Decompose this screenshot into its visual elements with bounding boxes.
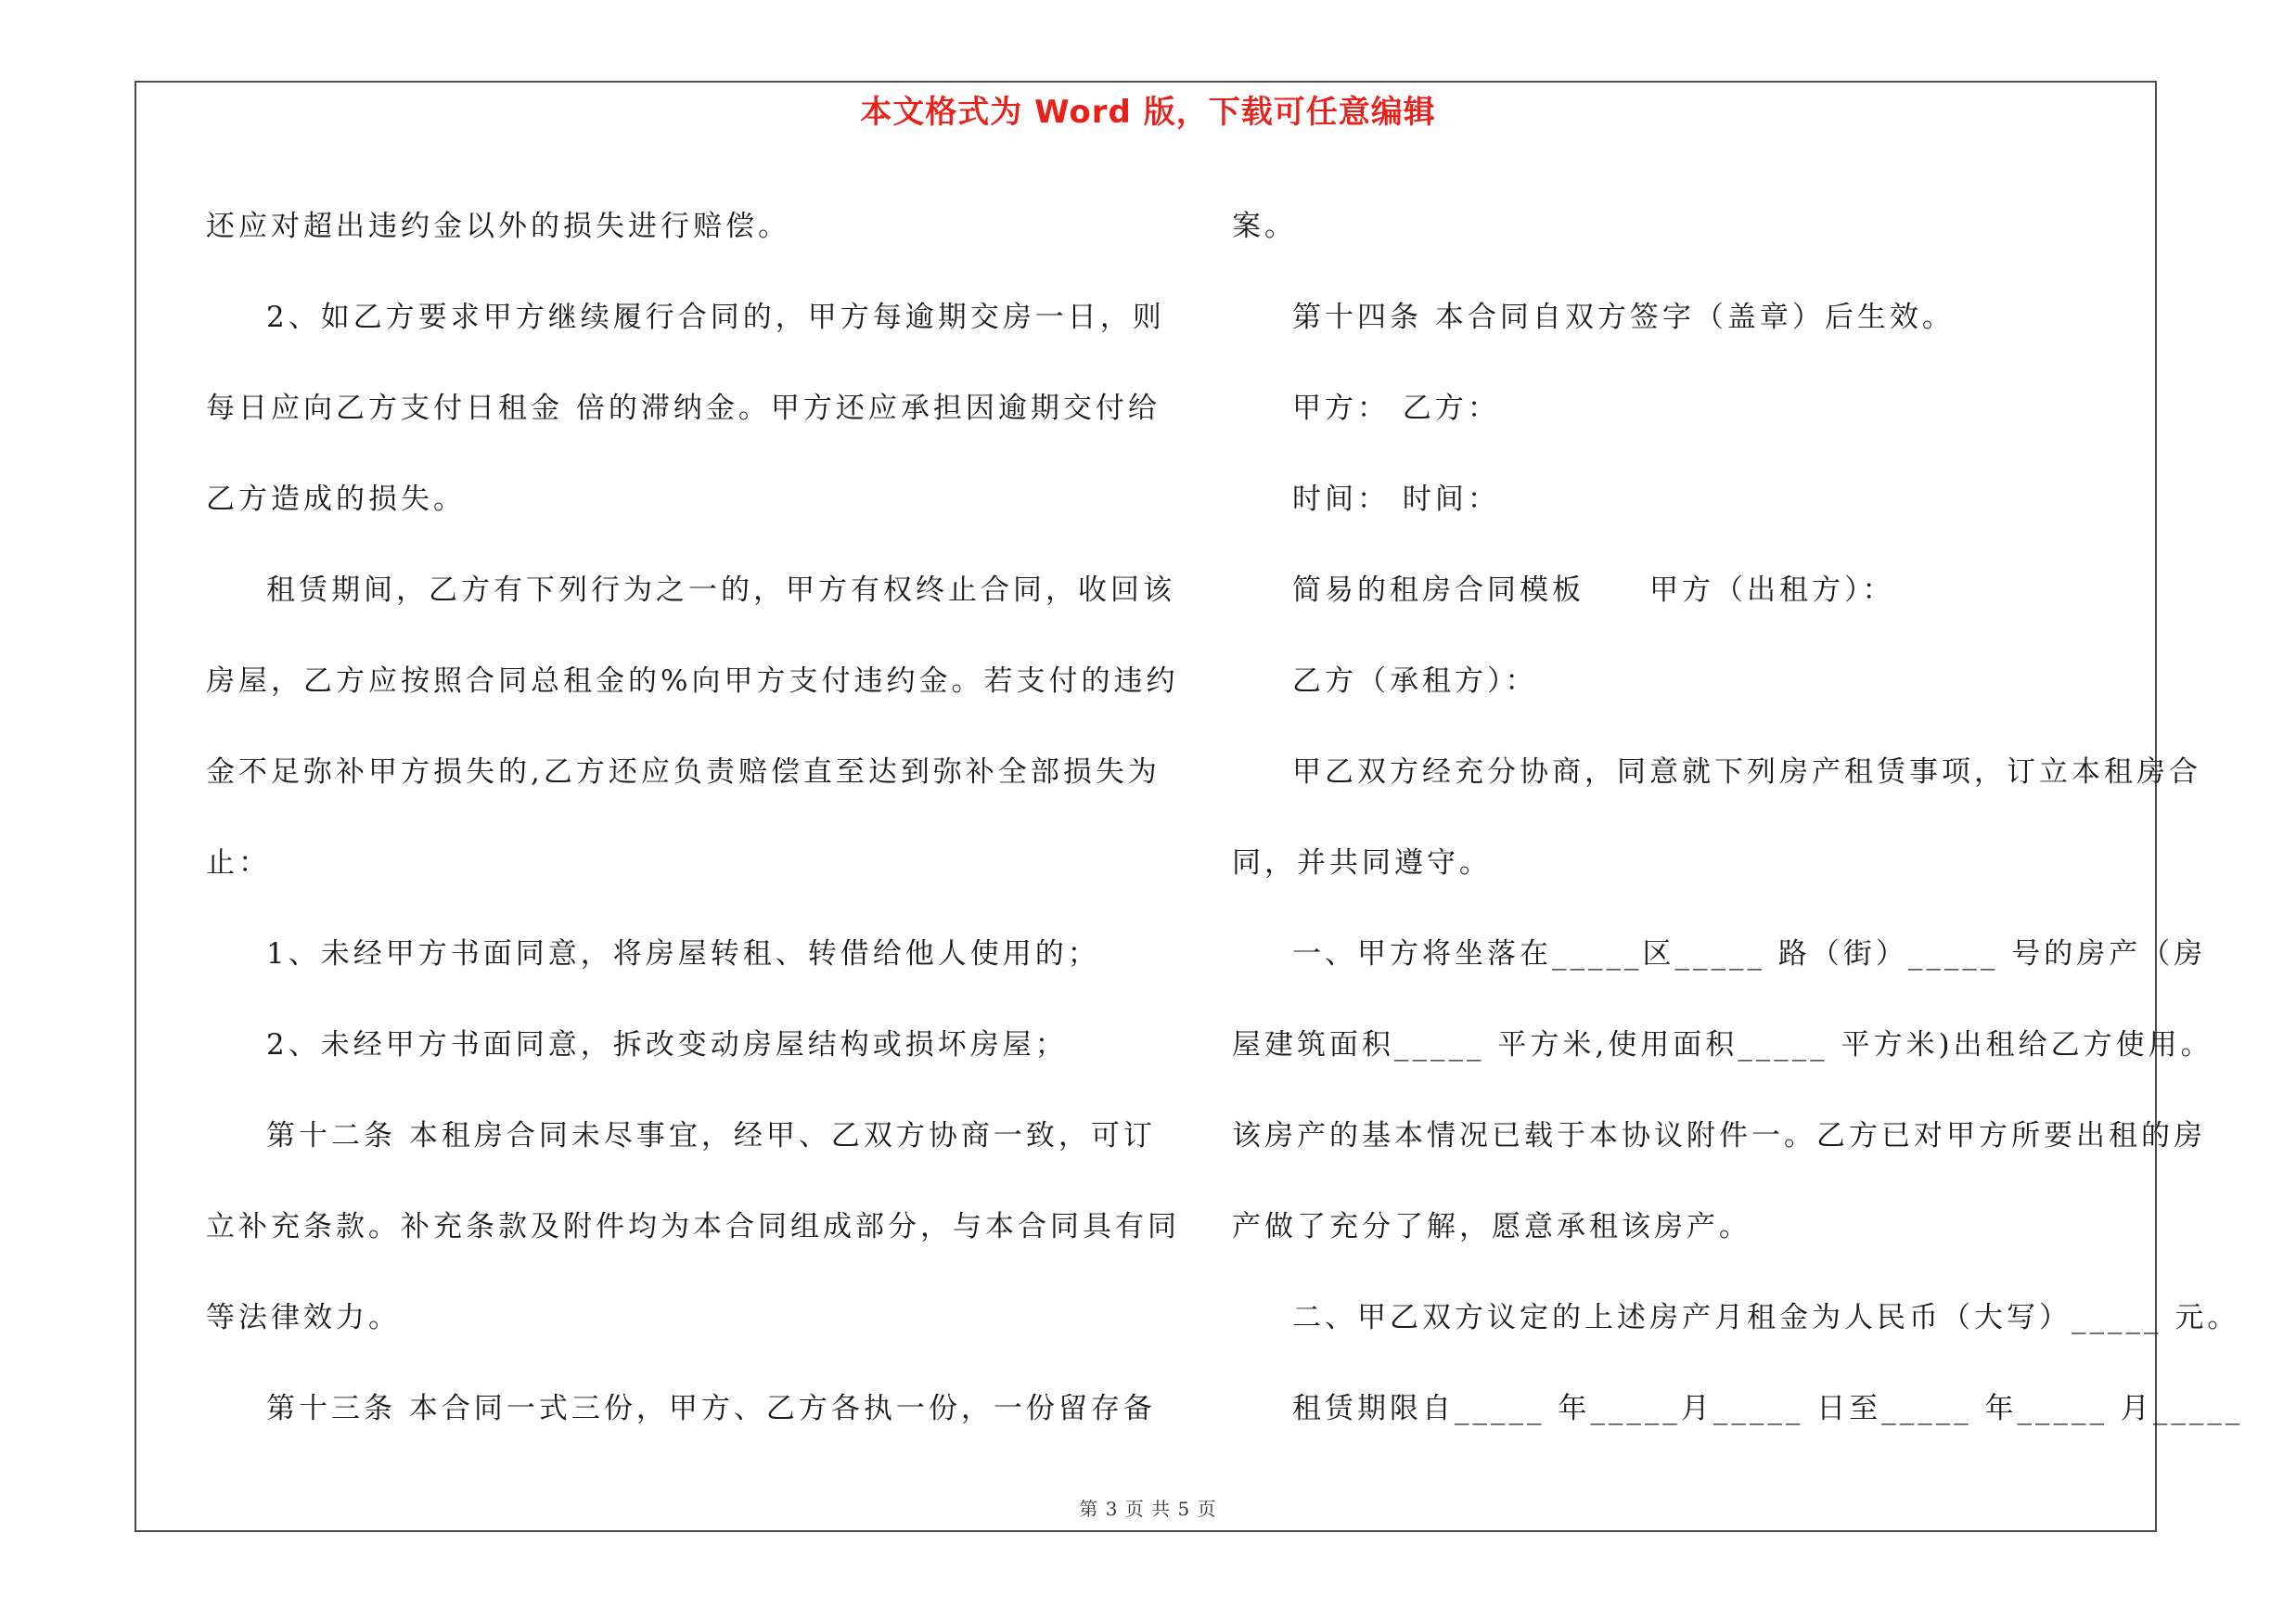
paragraph-line: 还应对超出违约金以外的损失进行赔偿。 xyxy=(206,210,790,243)
paragraph-line: 该房产的基本情况已载于本协议附件一。乙方已对甲方所要出租的房 xyxy=(1232,1119,2206,1153)
paragraph-line: 时间： 时间： xyxy=(1292,483,1500,516)
paragraph-line: 屋建筑面积_____ 平方米,使用面积_____ 平方米)出租给乙方使用。 xyxy=(1232,1028,2213,1062)
paragraph-line: 2、未经甲方书面同意，拆改变动房屋结构或损坏房屋； xyxy=(266,1028,1068,1062)
paragraph-line: 案。 xyxy=(1232,210,1297,243)
paragraph-line: 止： xyxy=(206,846,271,880)
paragraph-line: 同，并共同遵守。 xyxy=(1232,846,1492,880)
template-title: 简易的租房合同模板 xyxy=(1292,573,1584,607)
paragraph-line: 第十四条 本合同自双方签字（盖章）后生效。 xyxy=(1292,301,1955,334)
paragraph-line: 2、如乙方要求甲方继续履行合同的，甲方每逾期交房一日，则 xyxy=(266,301,1165,334)
paragraph-line: 二、甲乙双方议定的上述房产月租金为人民币（大写）_____ 元。 xyxy=(1292,1301,2240,1334)
paragraph-line: 每日应向乙方支付日租金 倍的滞纳金。甲方还应承担因逾期交付给 xyxy=(206,392,1161,425)
left-column xyxy=(206,181,1180,1454)
header-banner: 本文格式为 Word 版，下载可任意编辑 xyxy=(860,94,1436,131)
paragraph-line: 产做了充分了解，愿意承租该房产。 xyxy=(1232,1210,1751,1243)
page-number: 第 3 页 共 5 页 xyxy=(1079,1498,1217,1520)
paragraph-line: 租赁期限自_____ 年_____月_____ 日至_____ 年_____ 月_____ xyxy=(1292,1392,2244,1425)
paragraph-line: 第十三条 本合同一式三份，甲方、乙方各执一份，一份留存备 xyxy=(266,1392,1156,1425)
paragraph-line: 甲方： 乙方： xyxy=(1292,392,1500,425)
paragraph-line: 乙方（承租方）： xyxy=(1292,664,1538,698)
paragraph-line: 等法律效力。 xyxy=(206,1301,401,1334)
paragraph-line: 立补充条款。补充条款及附件均为本合同组成部分，与本合同具有同 xyxy=(206,1210,1180,1243)
paragraph-line xyxy=(1232,545,2155,636)
paragraph-line: 第十二条 本租房合同未尽事宜，经甲、乙双方协商一致，可订 xyxy=(266,1119,1156,1153)
paragraph-line: 一、甲方将坐落在_____区_____ 路（街）_____ 号的房产（房 xyxy=(1292,937,2207,971)
lessor-label: 甲方（出租方）： xyxy=(1649,573,1895,607)
paragraph-line: 1、未经甲方书面同意，将房屋转租、转借给他人使用的； xyxy=(266,937,1100,971)
paragraph-line: 房屋，乙方应按照合同总租金的%向甲方支付违约金。若支付的违约 xyxy=(206,664,1179,698)
paragraph-line: 租赁期间，乙方有下列行为之一的，甲方有权终止合同，收回该 xyxy=(266,573,1175,607)
paragraph-line: 甲乙双方经充分协商，同意就下列房产租赁事项，订立本租房合 xyxy=(1292,755,2201,789)
right-column xyxy=(1232,181,2244,1454)
paragraph-line: 金不足弥补甲方损失的,乙方还应负责赔偿直至达到弥补全部损失为 xyxy=(206,755,1161,789)
paragraph-line: 乙方造成的损失。 xyxy=(206,483,466,516)
